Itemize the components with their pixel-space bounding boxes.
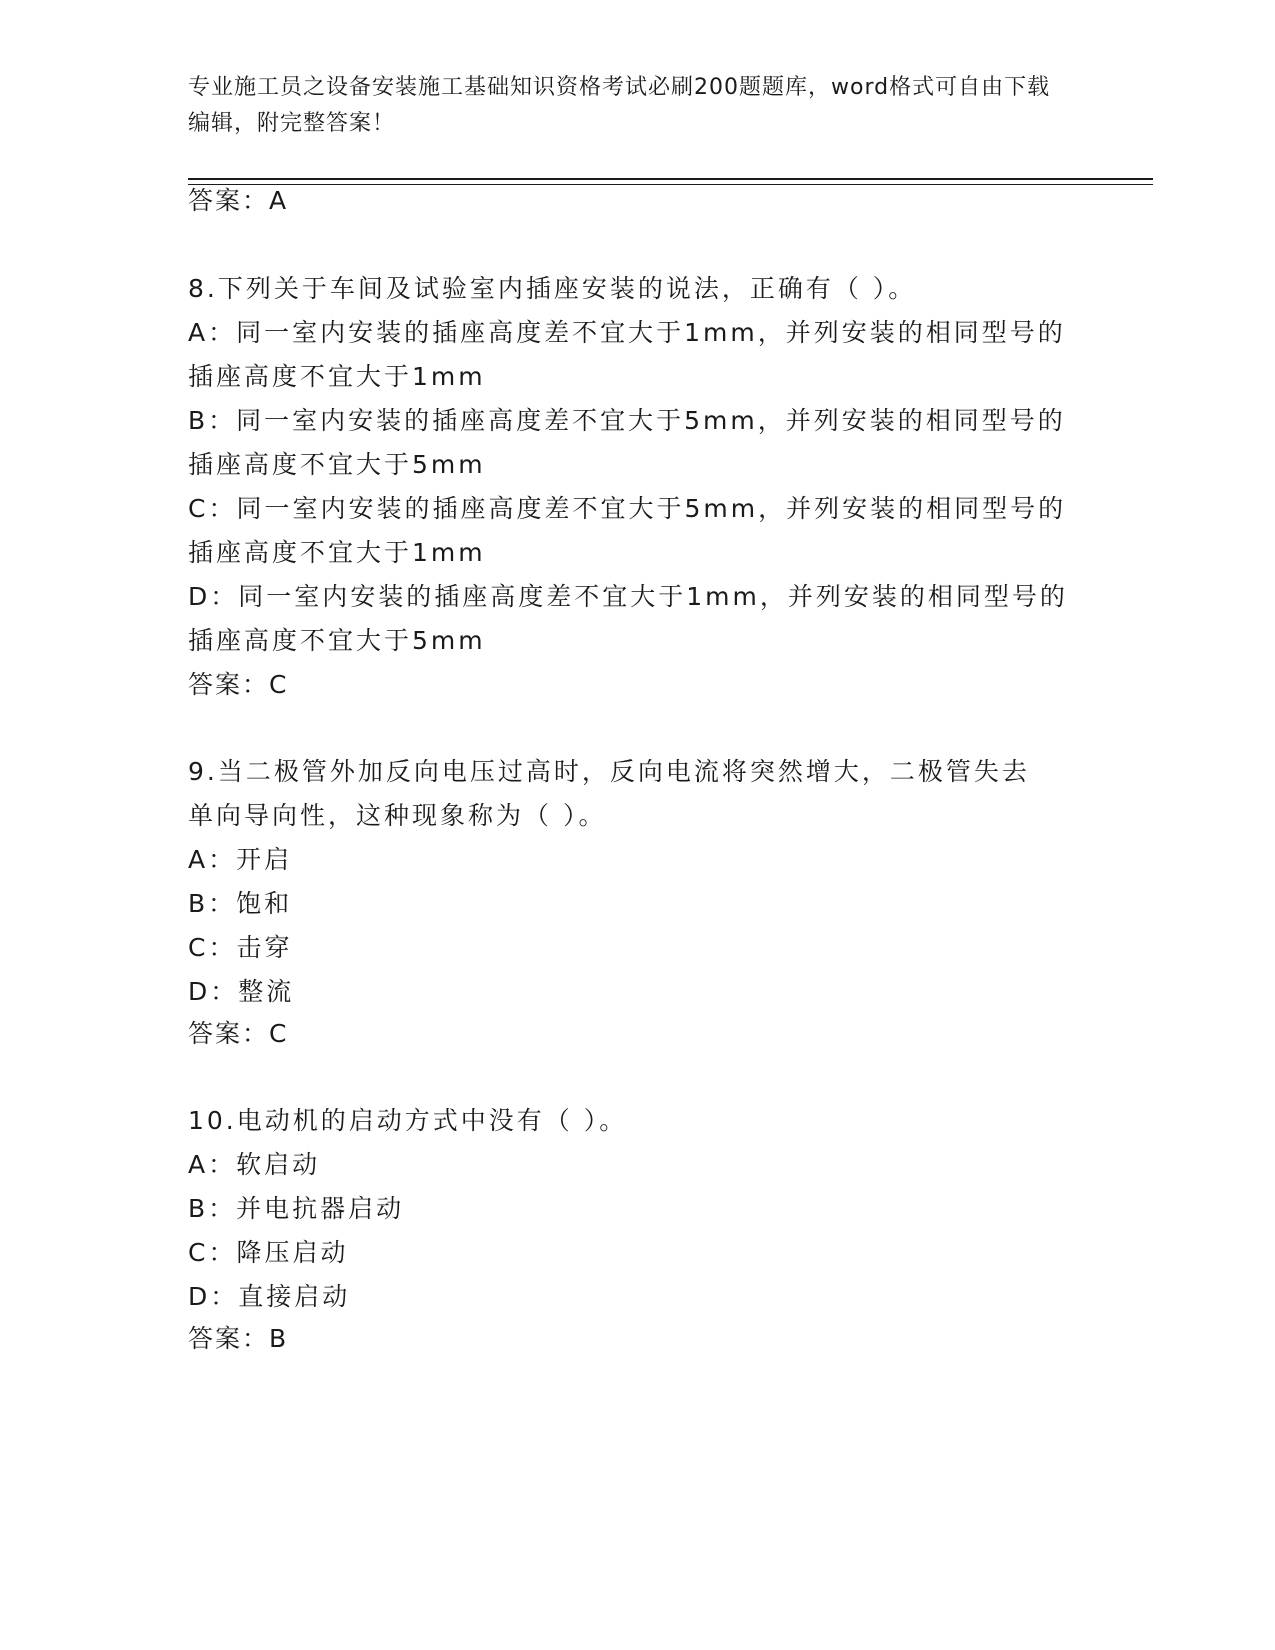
question-8-option-a: A：同一室内安装的插座高度差不宜大于1mm，并列安装的相同型号的 [188,318,1066,347]
question-10-answer: 答案：B [188,1324,289,1353]
question-9-option-b: B：饱和 [188,889,293,918]
header-divider-thin [188,184,1153,185]
question-10-option-a: A：软启动 [188,1150,321,1179]
question-8-option-c: C：同一室内安装的插座高度差不宜大于5mm，并列安装的相同型号的 [188,494,1067,523]
question-10-option-b: B：并电抗器启动 [188,1194,405,1223]
question-10-option-d: D：直接启动 [188,1282,351,1311]
question-9-option-a: A：开启 [188,845,293,874]
question-8-option-a-cont: 插座高度不宜大于1mm [188,362,486,391]
question-9-option-c: C：击穿 [188,933,293,962]
question-8-option-d: D：同一室内安装的插座高度差不宜大于1mm，并列安装的相同型号的 [188,582,1068,611]
question-9-stem: 9.当二极管外加反向电压过高时，反向电流将突然增大，二极管失去 [188,757,1030,786]
header-divider-thick [188,178,1153,180]
question-10-option-c: C：降压启动 [188,1238,349,1267]
question-8-option-d-cont: 插座高度不宜大于5mm [188,626,486,655]
question-8-stem: 8.下列关于车间及试验室内插座安装的说法，正确有（ ）。 [188,274,917,303]
question-8-answer: 答案：C [188,670,289,699]
question-9-answer: 答案：C [188,1019,289,1048]
question-9-option-d: D：整流 [188,977,295,1006]
question-8-option-b: B：同一室内安装的插座高度差不宜大于5mm，并列安装的相同型号的 [188,406,1066,435]
previous-answer: 答案：A [188,186,289,215]
question-8-option-b-cont: 插座高度不宜大于5mm [188,450,486,479]
question-8-option-c-cont: 插座高度不宜大于1mm [188,538,486,567]
question-10-stem: 10.电动机的启动方式中没有（ ）。 [188,1106,628,1135]
document-header: 专业施工员之设备安装施工基础知识资格考试必刷200题题库，word格式可自由下载编辑，附完整答案！ [188,75,1051,136]
question-9-stem-cont: 单向导向性，这种现象称为（ ）。 [188,801,607,830]
